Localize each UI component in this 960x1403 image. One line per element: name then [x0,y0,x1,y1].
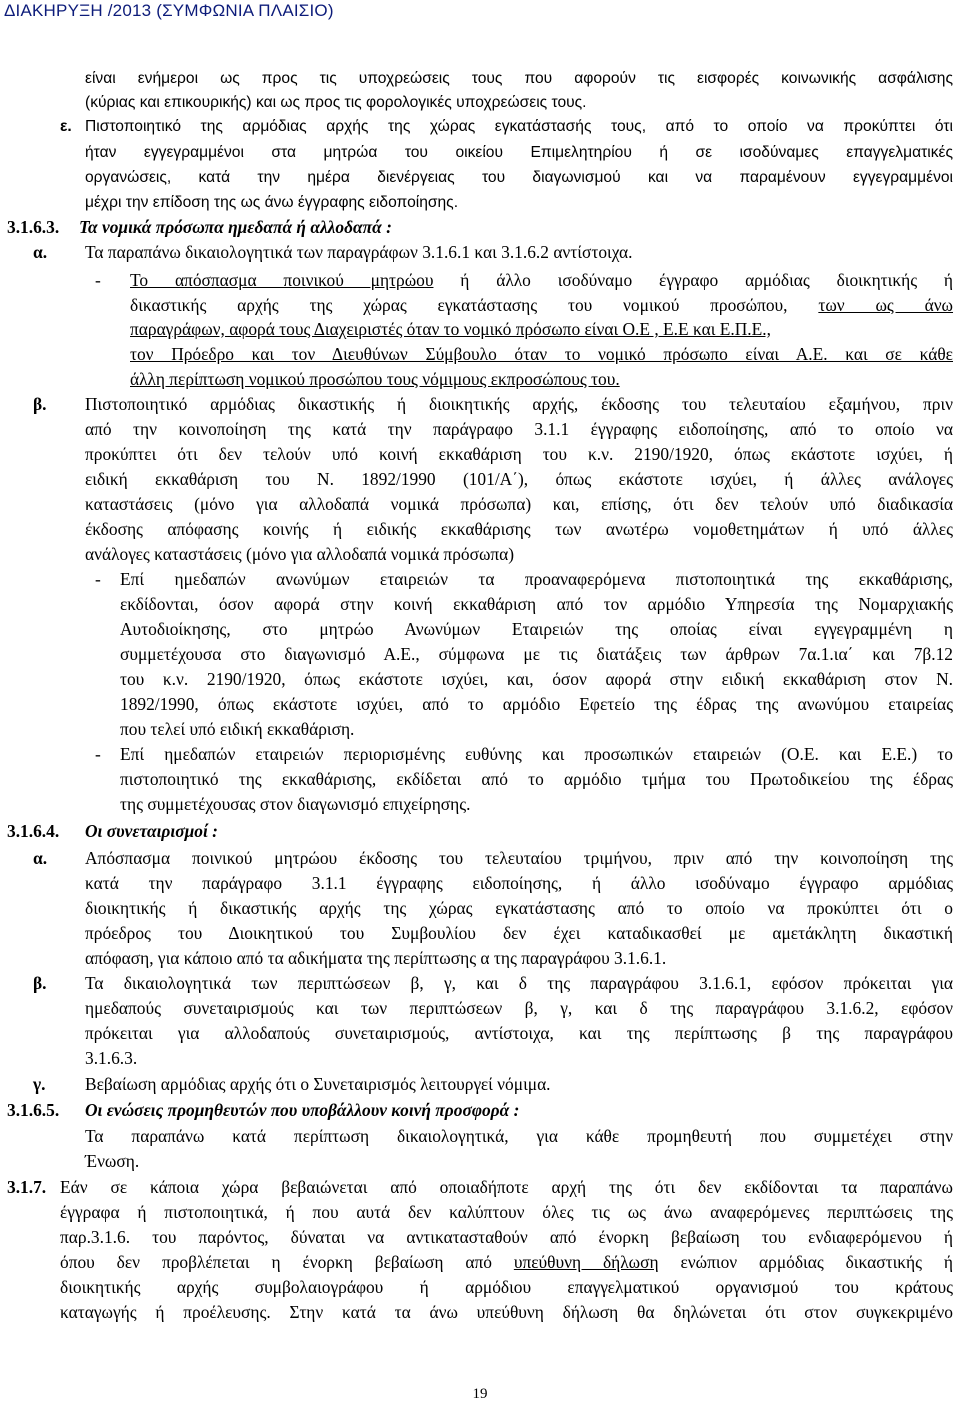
underlined-text: των ως άνω [818,295,954,315]
paragraph-line: Εάν σε κάποια χώρα βεβαιώνεται από οποιαδήποτε αρχή της ότι δεν εκδίδονται τα παραπάνω [60,1177,953,1197]
dash-marker: - [95,744,101,764]
paragraph-line: καταστάσεις (μόνο για αλλοδαπά νομικά πρόσωπα) και, επίσης, ότι δεν τελούν υπό διαδικασία [85,494,953,514]
dash-marker: - [95,569,101,589]
inline-text: ή άλλο ισοδύναμο έγγραφο αρμόδιας διοικητικής ή [433,270,954,290]
section-title: Οι ενώσεις προμηθευτών που υποβάλλουν κοινή προσφορά : [85,1100,520,1120]
list-marker: ε. [60,118,72,135]
list-marker: α. [33,848,48,868]
paragraph-line: τον Πρόεδρο και τον Διευθύνων Σύμβουλο όταν το νομικό πρόσωπο είναι Α.Ε. και σε κάθε [130,344,953,364]
section-number: 3.1.6.4. [7,821,60,841]
paragraph-line: ήταν εγγεγραμμένοι στα μητρώα του οικείου Επιμελητηρίου ή σε ισοδύναμες επαγγελματικές [85,144,953,161]
paragraph-line: Αυτοδιοίκησης, στο μητρώο Ανωνύμων Εταιρειών της οποίας είναι εγγεγραμμένη η [120,619,953,639]
paragraph-line: που τελεί υπό ειδική εκκαθάριση. [120,719,355,739]
inline-text: δικαστικής αρχής της χώρας εγκατάστασης του νομικού προσώπου, [130,295,788,315]
paragraph-line: 1892/1990, όπως εκάστοτε ισχύει, από το αρμόδιο Εφετείο της έδρας της ανωνύμου εταιρείας [120,694,953,714]
paragraph-line [130,297,953,314]
underlined-text: Το απόσπασμα ποινικού μητρώου [130,270,434,290]
section-number: 3.1.6.3. [7,217,60,237]
paragraph-line: άλλη περίπτωση νομικού προσώπου τους νόμιμους εκπροσώπους του. [130,369,620,389]
paragraph-line: Πιστοποιητικό αρμόδιας δικαστικής ή διοικητικής αρχής, έκδοσης του τελευταίου εξαμήνου, πριν [85,394,953,414]
paragraph-line [130,272,953,289]
paragraph-line: είναι ενήμεροι ως προς τις υποχρεώσεις τους που αφορούν τις εισφορές κοινωνικής ασφάλισης [85,70,953,87]
list-marker: α. [33,242,48,262]
paragraph-line: ειδική εκκαθάριση του Ν. 1892/1990 (101/Α΄), όπως εκάστοτε ισχύει, ή άλλες ανάλογες [85,469,953,489]
paragraph-line: μέχρι την επίδοση της ως άνω έγγραφης ειδοποίησης. [85,194,459,211]
paragraph-line: ανάλογες καταστάσεις (μόνο για αλλοδαπά νομικά πρόσωπα) [85,544,515,564]
paragraph-line [60,1254,953,1271]
paragraph-line: προκύπτει ότι δεν τελούν υπό κοινή εκκαθάριση του κ.ν. 2190/1920, όπως εκάστοτε ισχύει, ή [85,444,953,464]
paragraph-line: Τα δικαιολογητικά των περιπτώσεων β, γ, και δ της παραγράφου 3.1.6.1, εφόσον πρόκειται για [85,973,953,993]
paragraph-line: έγγραφα ή πιστοποιητικά, ή που αυτά δεν καλύπτουν όλες τις ως άνω αναφερόμενες περιπτώσεις της [60,1202,953,1222]
inline-text: ενώπιον αρμόδιας δικαστικής ή [658,1252,953,1272]
list-marker: γ. [33,1074,46,1094]
paragraph-line: διοικητικής ή δικαστικής αρχής της χώρας εγκατάστασης από το οποίο να προκύπτει ότι ο [85,898,953,918]
paragraph-line: Επί ημεδαπών ανωνύμων εταιρειών τα προαναφερόμενα πιστοποιητικά της εκκαθάρισης, [120,569,953,589]
paragraph-line: παραγράφων, αφορά τους Διαχειριστές όταν το νομικό πρόσωπο είναι Ο.Ε , Ε.Ε και Ε.Π.Ε., [130,319,771,339]
section-number: 3.1.6.5. [7,1100,60,1120]
paragraph-line: Πιστοποιητικό της αρμόδιας αρχής της χώρας εγκατάστασής τους, από το οποίο να προκύπτει ότι [85,118,953,135]
dash-marker: - [95,270,101,290]
paragraph-line: οργανώσεις, κατά την ημέρα διενέργειας του διαγωνισμού και να παραμένουν εγγεγραμμένοι [85,169,953,186]
paragraph-line: πρόκειται για αλλοδαπούς συνεταιρισμούς, αντίστοιχα, και της περίπτωσης β της παραγράφου [85,1023,953,1043]
paragraph-line: πρόεδρος του Διοικητικού του Συμβουλίου δεν έχει καταδικασθεί με αμετάκλητη δικαστική [85,923,953,943]
paragraph-line: 3.1.6.3. [85,1048,138,1068]
paragraph-line: πιστοποιητικό της εκκαθάρισης, εκδίδεται από το αρμόδιο τμήμα του Πρωτοδικείου της έδρας [120,769,953,789]
page-number: 19 [472,1386,488,1402]
paragraph-line: καταγωγής ή προέλευσης. Στην κατά τα άνω υπεύθυνη δήλωση θα δηλώνεται ότι στον συγκεκριμένο [60,1302,953,1322]
paragraph-line: κατά την παράγραφο 3.1.1 έγγραφης ειδοποίησης, ή άλλο ισοδύναμο έγγραφο αρμόδιας [85,873,953,893]
section-title: Τα νομικά πρόσωπα ημεδαπά ή αλλοδαπά : [79,217,392,237]
list-marker: β. [33,394,47,414]
paragraph-line: Τα παραπάνω κατά περίπτωση δικαιολογητικά, για κάθε προμηθευτή που συμμετέχει στην [85,1126,953,1146]
document-header: ΔΙΑΚΗΡΥΞΗ /2013 (ΣΥΜΦΩΝΙΑ ΠΛΑΙΣΙΟ) [4,1,334,20]
inline-text: όπου δεν προβλέπεται η ένορκη βεβαίωση από [60,1252,514,1272]
paragraph-line: εκδίδονται, όσον αφορά στην κοινή εκκαθάριση από τον αρμόδιο Υπηρεσία της Νομαρχιακής [120,594,953,614]
list-marker: β. [33,973,47,993]
paragraph-line: Ένωση. [85,1151,140,1171]
paragraph-line: συμμετέχουσα στο διαγωνισμό Α.Ε., σύμφωνα με τις διατάξεις των άρθρων 7α.1.ια΄ και 7β.12 [120,644,953,664]
paragraph-line: (κύριας και επικουρικής) και ως προς τις φορολογικές υποχρεώσεις τους. [85,94,587,111]
paragraph-line: διοικητικής αρχής συμβολαιογράφου ή αρμόδιου επαγγελματικού οργανισμού του κράτους [60,1277,953,1297]
paragraph-line: του κ.ν. 2190/1920, όπως εκάστοτε ισχύει, και, όσον αφορά στην ειδική εκκαθάριση στον Ν. [120,669,953,689]
paragraph-line: απόφαση, για κάποιο από τα αδικήματα της περίπτωσης α της παραγράφου 3.1.6.1. [85,948,667,968]
paragraph-line: της συμμετέχουσας στον διαγωνισμό επιχείρησης. [120,794,471,814]
underlined-text: υπεύθυνη δήλωση [513,1252,659,1272]
section-number: 3.1.7. [7,1177,47,1197]
section-title: Οι συνεταιρισμοί : [85,821,218,841]
paragraph-line: από την κοινοποίηση της κατά την παράγραφο 3.1.1 έγγραφης ειδοποίησης, από το οποίο να [85,419,953,439]
paragraph-line: Επί ημεδαπών εταιρειών περιορισμένης ευθύνης και προσωπικών εταιρειών (Ο.Ε. και Ε.Ε.) το [120,744,953,764]
paragraph-line: ημεδαπούς συνεταιρισμούς και των περιπτώσεων β, γ, και δ της παραγράφου 3.1.6.2, εφόσον [85,998,953,1018]
paragraph-line: Τα παραπάνω δικαιολογητικά των παραγράφων 3.1.6.1 και 3.1.6.2 αντίστοιχα. [85,242,633,262]
paragraph-line: Απόσπασμα ποινικού μητρώου έκδοσης του τελευταίου τριμήνου, πριν από την κοινοποίηση της [85,848,953,868]
paragraph-line: έκδοσης απόφασης κοινής ή ειδικής εκκαθάρισης των ανωτέρω νομοθετημάτων ή υπό άλλες [85,519,953,539]
paragraph-line: Βεβαίωση αρμόδιας αρχής ότι ο Συνεταιρισμός λειτουργεί νόμιμα. [85,1074,551,1094]
paragraph-line: παρ.3.1.6. του παρόντος, δύναται να αντικατασταθούν από ένορκη βεβαίωση του ενδιαφερόμενου ή [60,1227,953,1247]
